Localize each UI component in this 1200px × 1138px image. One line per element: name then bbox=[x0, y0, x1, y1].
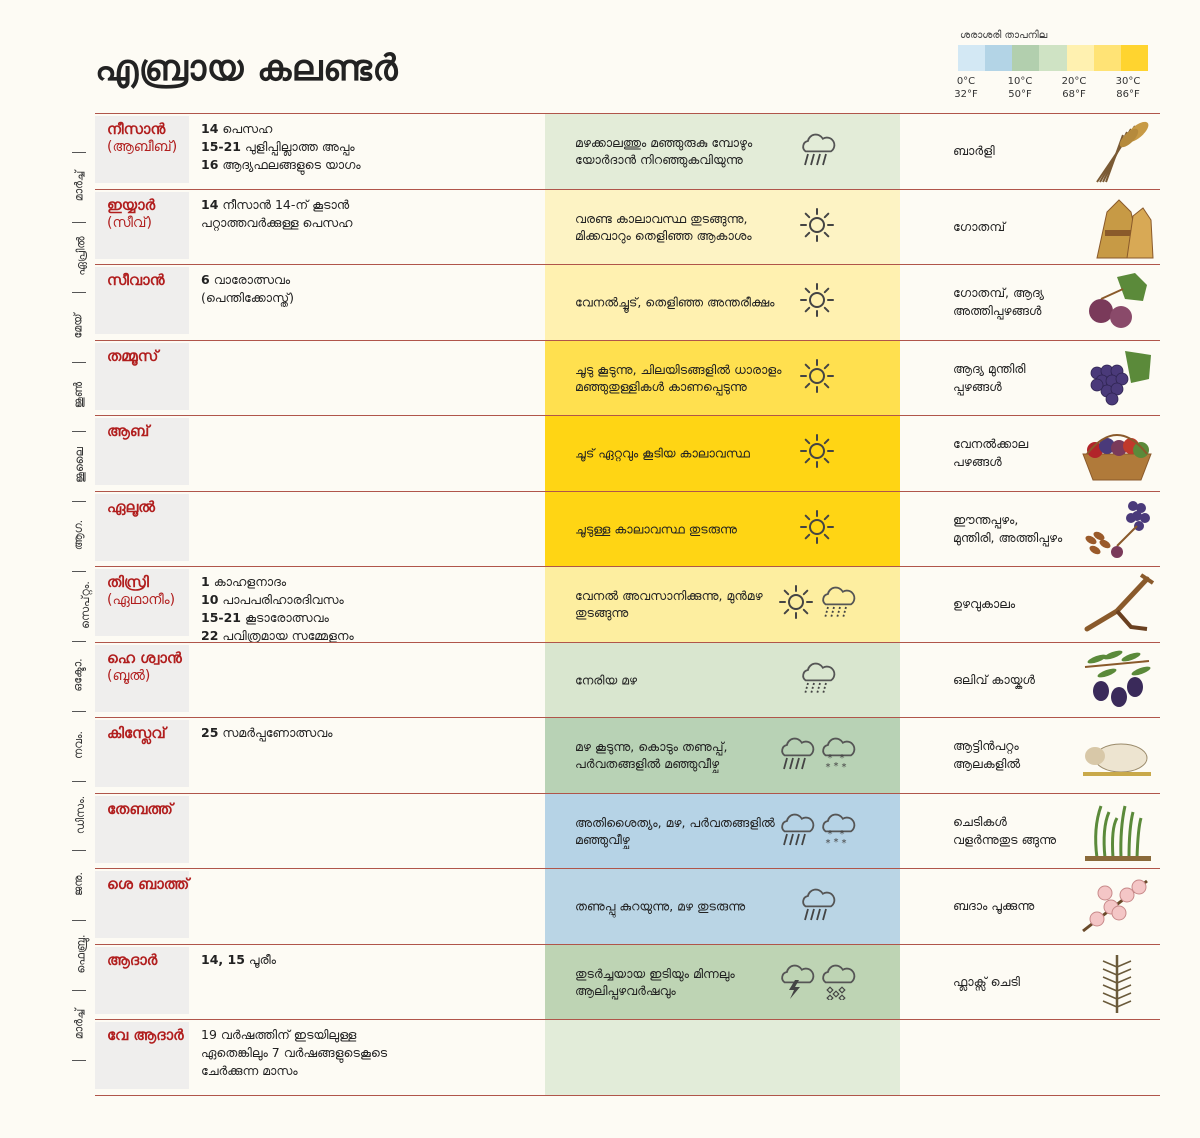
festival-list bbox=[201, 724, 531, 742]
gregorian-month-text: ഒക്ടോ. bbox=[71, 658, 85, 692]
hebrew-month-name bbox=[107, 120, 192, 156]
weather-description: നേരിയ മഴ bbox=[575, 672, 638, 688]
festival-name: ആദ്യഫലങ്ങളുടെ യാഗം bbox=[222, 157, 361, 172]
festival-name: പറ്റാത്തവർക്കുള്ള പെസഹ bbox=[201, 214, 353, 230]
weather-description: മഴ കൂടുന്നു, കൊടും തണുപ്പ്, പർവതങ്ങളിൽ മഞ്ഞുവീഴ്ച bbox=[575, 739, 728, 772]
legend-tick-fahrenheit: 50°F bbox=[1008, 89, 1032, 100]
gregorian-month-text: ജനു. bbox=[71, 872, 85, 897]
gregorian-month-label bbox=[62, 872, 96, 897]
gregorian-month-text: നവം. bbox=[71, 730, 85, 759]
hebrew-month-title: നീസാൻ bbox=[107, 120, 166, 138]
snow-weather-icon bbox=[818, 733, 856, 777]
sun-weather-icon bbox=[798, 507, 836, 551]
month-divider bbox=[72, 781, 86, 782]
month-row bbox=[95, 1019, 1160, 1096]
rain-light-weather-icon bbox=[798, 658, 836, 702]
gregorian-month-label bbox=[62, 447, 96, 484]
page-title: എബ്രായ കലണ്ടർ bbox=[95, 48, 399, 89]
festival-item bbox=[201, 609, 531, 627]
fig-icon bbox=[1077, 269, 1157, 335]
svg-text:*: * bbox=[825, 837, 831, 849]
month-divider bbox=[72, 292, 86, 293]
weather-description: തണുപ്പു കുറയുന്നു, മഴ തുടരുന്നു bbox=[575, 898, 746, 914]
hebrew-month-name bbox=[107, 271, 192, 289]
festival-item bbox=[201, 1044, 531, 1062]
legend-tick-celsius: 30°C bbox=[1115, 76, 1141, 87]
month-row bbox=[95, 944, 1160, 1020]
sun-weather-icon bbox=[798, 280, 836, 324]
gregorian-month-label bbox=[62, 170, 96, 202]
festival-item bbox=[201, 573, 531, 591]
hebrew-month-name bbox=[107, 498, 192, 516]
month-row bbox=[95, 340, 1160, 416]
month-divider bbox=[72, 431, 86, 432]
sun-weather-icon bbox=[798, 431, 836, 475]
festival-name: ഏതെങ്കിലും 7 വർഷങ്ങളുടെകൂടെ bbox=[201, 1045, 388, 1060]
month-divider bbox=[72, 641, 86, 642]
hebrew-month-alt-name: (ആബീബ്) bbox=[107, 139, 178, 155]
gregorian-month-label bbox=[62, 1008, 96, 1040]
plough-icon bbox=[1077, 571, 1157, 637]
weather-cell bbox=[545, 265, 900, 340]
sheep-icon bbox=[1077, 722, 1157, 788]
month-row bbox=[95, 642, 1160, 718]
festival-day: 14 bbox=[201, 196, 219, 212]
storm-weather-icon bbox=[777, 960, 815, 1004]
dates-grapes-icon bbox=[1077, 496, 1157, 562]
weather-cell bbox=[545, 718, 900, 793]
sun-weather-icon bbox=[777, 582, 815, 626]
gregorian-month-label bbox=[62, 382, 96, 409]
rain-weather-icon bbox=[798, 129, 836, 173]
svg-text:*: * bbox=[833, 836, 839, 848]
festival-item bbox=[201, 138, 531, 156]
hebrew-month-alt-name: (ഏഥാനീം) bbox=[107, 592, 176, 608]
olive-icon bbox=[1077, 647, 1157, 713]
hebrew-month-name bbox=[107, 800, 192, 818]
produce-text: ഈന്തപ്പഴം, മുന്തിരി, അത്തിപ്പഴം bbox=[953, 511, 1063, 545]
hebrew-month-title: ഹെ ശ്വാൻ bbox=[107, 648, 182, 667]
festival-item bbox=[201, 214, 531, 232]
hebrew-month-name bbox=[107, 649, 192, 685]
hebrew-month-name bbox=[107, 347, 192, 365]
flax-icon bbox=[1077, 949, 1157, 1015]
festival-day: 15-21 bbox=[201, 139, 241, 154]
almond-blossom-icon bbox=[1077, 873, 1157, 939]
legend-tick-celsius: 0°C bbox=[956, 76, 976, 87]
hebrew-month-name bbox=[107, 1026, 192, 1044]
hebrew-month-title: തേബത്ത് bbox=[107, 799, 173, 818]
month-divider bbox=[72, 850, 86, 851]
legend-swatch bbox=[1012, 45, 1039, 71]
produce-text: ബാർളി bbox=[953, 143, 995, 159]
produce-text: ബദാം പൂക്കുന്നു bbox=[953, 898, 1035, 914]
weather-cell bbox=[545, 945, 900, 1020]
month-row bbox=[95, 793, 1160, 869]
gregorian-month-text: ജൂൺ bbox=[72, 382, 85, 409]
month-divider bbox=[72, 152, 86, 153]
legend-color-bar bbox=[958, 45, 1148, 71]
gregorian-month-text: ഏപ്രിൽ bbox=[74, 236, 88, 276]
hebrew-month-title: ശെ ബാത്ത് bbox=[107, 875, 190, 893]
legend-tick bbox=[946, 75, 986, 101]
rain-weather-icon bbox=[777, 809, 815, 853]
weather-cell bbox=[545, 114, 900, 189]
festival-item bbox=[201, 271, 531, 289]
month-row bbox=[95, 113, 1160, 189]
hebrew-month-title: ആബ് bbox=[107, 422, 150, 440]
hebrew-month-name bbox=[107, 951, 192, 969]
legend-tick-fahrenheit: 68°F bbox=[1062, 89, 1086, 100]
svg-text:*: * bbox=[825, 762, 831, 774]
svg-text:*: * bbox=[827, 753, 833, 765]
festival-name: വാരോത്സവം bbox=[213, 272, 291, 287]
produce-text: വേനൽക്കാല പഴങ്ങൾ bbox=[953, 436, 1029, 470]
festival-item bbox=[201, 1062, 531, 1080]
festival-name: പാപപരിഹാരദിവസം bbox=[222, 592, 344, 607]
weather-description: വേനൽച്ചൂട്, തെളിഞ്ഞ അന്തരീക്ഷം bbox=[575, 294, 775, 310]
gregorian-month-text: ഡിസം. bbox=[74, 795, 88, 834]
hebrew-month-title: ഏലൂൽ bbox=[107, 497, 156, 516]
weather-cell bbox=[545, 869, 900, 944]
weather-description: തുടർച്ചയായ ഇടിയും മിന്നലും ആലിപ്പഴവർഷവും bbox=[575, 965, 735, 998]
gregorian-month-text: മാർച്ച് bbox=[71, 170, 85, 202]
weather-description: അതിശൈത്യം, മഴ, പർവതങ്ങളിൽ മഞ്ഞുവീഴ്ച bbox=[575, 814, 775, 847]
hebrew-month-title: ഇയ്യാർ bbox=[107, 195, 156, 214]
festival-item bbox=[201, 1026, 531, 1044]
hebrew-month-name bbox=[107, 724, 192, 742]
legend-tick bbox=[1108, 75, 1148, 101]
svg-text:*: * bbox=[827, 828, 833, 840]
rain-weather-icon bbox=[798, 884, 836, 928]
festival-item bbox=[201, 951, 531, 969]
weather-description: വേനൽ അവസാനിക്കുന്നു, മുൻമഴ തുടങ്ങുന്നു bbox=[575, 588, 763, 621]
svg-text:*: * bbox=[841, 837, 847, 849]
gregorian-month-text: ആഗ. bbox=[72, 520, 85, 551]
hebrew-month-title: വേ ആദാർ bbox=[107, 1026, 184, 1044]
month-divider bbox=[72, 222, 86, 223]
sun-weather-icon bbox=[798, 356, 836, 400]
festival-item bbox=[201, 196, 531, 214]
hebrew-month-alt-name: (ബൂൽ) bbox=[107, 667, 151, 684]
festival-name: പെസഹ bbox=[222, 121, 273, 136]
weather-cell bbox=[545, 1020, 900, 1095]
festival-name: നീസാൻ 14-ന് കൂടാൻ bbox=[222, 196, 350, 212]
gregorian-month-text: മേയ് bbox=[72, 313, 85, 339]
weather-description: വരണ്ട കാലാവസ്ഥ തുടങ്ങുന്നു, മിക്കവാറും തെളിഞ്ഞ ആകാശം bbox=[575, 210, 752, 243]
festival-name: സമർപ്പണോത്സവം bbox=[222, 725, 333, 740]
weather-cell bbox=[545, 341, 900, 416]
festival-day: 15-21 bbox=[201, 610, 241, 625]
weather-cell bbox=[545, 567, 900, 642]
weather-description: മഴക്കാലത്തും മഞ്ഞുരുകു മ്പോഴും യോർദാൻ നിറഞ്ഞുകവിയുന്നു bbox=[575, 135, 753, 168]
festival-day: 22 bbox=[201, 628, 219, 643]
festival-name: പവിത്രമായ സമ്മേളനം bbox=[222, 628, 354, 643]
legend-tick-fahrenheit: 86°F bbox=[1116, 89, 1140, 100]
festival-name: (പെന്തിക്കോസ്ത്) bbox=[201, 290, 294, 305]
month-row bbox=[95, 566, 1160, 642]
produce-text: ആദ്യ മുന്തിരി പ്പഴങ്ങൾ bbox=[953, 360, 1026, 394]
fruit-basket-icon bbox=[1077, 420, 1157, 486]
gregorian-month-label bbox=[62, 236, 96, 276]
weather-cell bbox=[545, 492, 900, 567]
festival-item bbox=[201, 156, 531, 174]
month-divider bbox=[72, 571, 86, 572]
festival-day: 14 bbox=[201, 121, 219, 136]
festival-name: പുളിപ്പില്ലാത്ത അപ്പം bbox=[244, 139, 355, 154]
month-row bbox=[95, 415, 1160, 491]
legend-tick-celsius: 10°C bbox=[1007, 76, 1033, 87]
produce-text: ഗോതമ്പ് bbox=[953, 218, 1006, 234]
produce-text: ഒലിവ് കായ്കൾ bbox=[953, 671, 1035, 687]
weather-cell bbox=[545, 190, 900, 265]
gregorian-month-text: ഫെബ്രു. bbox=[74, 934, 88, 974]
festival-name: പൂരീം bbox=[248, 951, 276, 967]
svg-text:*: * bbox=[839, 753, 845, 765]
hebrew-month-title: തിസ്രി bbox=[107, 573, 149, 591]
month-divider bbox=[72, 501, 86, 502]
hebrew-month-alt-name: (സീവ്) bbox=[107, 214, 152, 231]
hebrew-month-name bbox=[107, 875, 192, 893]
produce-text: ഗോതമ്പ്, ആദ്യ അത്തിപ്പഴങ്ങൾ bbox=[953, 285, 1044, 319]
produce-text: ചെടികൾ വളർന്നുതുട ങ്ങുന്നു bbox=[953, 813, 1056, 847]
gregorian-month-label bbox=[62, 313, 96, 339]
festival-name: കാഹളനാദം bbox=[213, 574, 287, 589]
festival-list bbox=[201, 1026, 531, 1080]
legend-swatch bbox=[1121, 45, 1148, 71]
hebrew-month-name bbox=[107, 196, 192, 232]
festival-day: 6 bbox=[201, 272, 210, 287]
festival-day: 25 bbox=[201, 725, 219, 740]
festival-name: 19 വർഷത്തിന് ഇടയിലുള്ള bbox=[201, 1027, 357, 1042]
produce-text: ആട്ടിൻപറ്റം ആലകളിൽ bbox=[953, 738, 1021, 772]
gregorian-month-text: മാർച്ച് bbox=[71, 1008, 85, 1040]
gregorian-month-text: ജൂലൈ bbox=[72, 447, 86, 484]
festival-day: 16 bbox=[201, 157, 219, 172]
month-divider bbox=[72, 1060, 86, 1061]
legend-ticks bbox=[954, 75, 1148, 105]
weather-description: ചൂടു കൂടുന്നു, ചിലയിടങ്ങളിൽ ധാരാളം മഞ്ഞുതുള്ളികൾ കാണപ്പെടുന്നു bbox=[575, 361, 782, 394]
hebrew-month-name bbox=[107, 573, 192, 609]
festival-name: കൂടാരോത്സവം bbox=[244, 610, 329, 625]
legend-swatch bbox=[985, 45, 1012, 71]
legend-swatch bbox=[1067, 45, 1094, 71]
festival-day: 1 bbox=[201, 574, 210, 589]
festival-item bbox=[201, 724, 531, 742]
svg-text:*: * bbox=[833, 761, 839, 773]
gregorian-month-axis bbox=[62, 150, 96, 1058]
hebrew-month-title: തമ്മൂസ് bbox=[107, 346, 159, 365]
legend-swatch bbox=[958, 45, 985, 71]
weather-cell bbox=[545, 416, 900, 491]
month-row bbox=[95, 491, 1160, 567]
grapes-icon bbox=[1077, 345, 1157, 411]
legend-tick bbox=[1054, 75, 1094, 101]
month-row bbox=[95, 868, 1160, 944]
festival-day: 14, 15 bbox=[201, 951, 245, 967]
festival-list bbox=[201, 573, 531, 645]
hebrew-month-title: കിസ്ലേവ് bbox=[107, 724, 166, 742]
produce-text: ഫ്ലാക്സ് ചെടി bbox=[953, 973, 1020, 989]
produce-text: ഉഴവുകാലം bbox=[953, 596, 1016, 612]
month-divider bbox=[72, 711, 86, 712]
month-divider bbox=[72, 990, 86, 991]
month-divider bbox=[72, 920, 86, 921]
festival-list bbox=[201, 120, 531, 174]
sprouts-icon bbox=[1077, 798, 1157, 864]
month-row bbox=[95, 717, 1160, 793]
legend-tick-fahrenheit: 32°F bbox=[954, 89, 978, 100]
festival-item bbox=[201, 289, 531, 307]
hebrew-month-title: സീവാൻ bbox=[107, 271, 165, 289]
weather-description: ചൂടുള്ള കാലാവസ്ഥ തുടരുന്നു bbox=[575, 521, 737, 537]
wheat-sheaf-icon bbox=[1077, 194, 1157, 260]
month-divider bbox=[72, 362, 86, 363]
hebrew-month-name bbox=[107, 422, 192, 440]
gregorian-month-text: സെപ്റ്റം. bbox=[78, 581, 92, 629]
festival-item bbox=[201, 120, 531, 138]
sun-weather-icon bbox=[798, 205, 836, 249]
rain-light-weather-icon bbox=[818, 582, 856, 626]
hebrew-month-title: ആദാർ bbox=[107, 950, 158, 969]
snow-weather-icon bbox=[818, 809, 856, 853]
gregorian-month-label bbox=[62, 730, 96, 759]
festival-list bbox=[201, 951, 531, 969]
hail-weather-icon bbox=[818, 960, 856, 1004]
svg-text:*: * bbox=[841, 762, 847, 774]
festival-list bbox=[201, 196, 531, 232]
gregorian-month-label bbox=[62, 520, 96, 551]
legend-title: ശരാശരി താപനില bbox=[960, 30, 1048, 41]
weather-cell bbox=[545, 794, 900, 869]
rain-weather-icon bbox=[777, 733, 815, 777]
gregorian-month-label bbox=[62, 658, 96, 692]
gregorian-month-label bbox=[62, 581, 96, 629]
festival-list bbox=[201, 271, 531, 307]
gregorian-month-label bbox=[62, 795, 96, 834]
barley-icon bbox=[1077, 118, 1157, 184]
svg-text:*: * bbox=[839, 828, 845, 840]
festival-item bbox=[201, 591, 531, 609]
festival-name: ചേർക്കുന്ന മാസം bbox=[201, 1063, 298, 1078]
legend-swatch bbox=[1094, 45, 1121, 71]
weather-description: ചൂട് ഏറ്റവും കൂടിയ കാലാവസ്ഥ bbox=[575, 445, 750, 461]
legend-tick-celsius: 20°C bbox=[1061, 76, 1087, 87]
calendar-table bbox=[95, 113, 1160, 1096]
legend-tick bbox=[1000, 75, 1040, 101]
weather-cell bbox=[545, 643, 900, 718]
festival-day: 10 bbox=[201, 592, 219, 607]
month-row bbox=[95, 189, 1160, 265]
month-row bbox=[95, 264, 1160, 340]
gregorian-month-label bbox=[62, 934, 96, 974]
legend-swatch bbox=[1039, 45, 1066, 71]
temperature-legend bbox=[954, 30, 1148, 105]
